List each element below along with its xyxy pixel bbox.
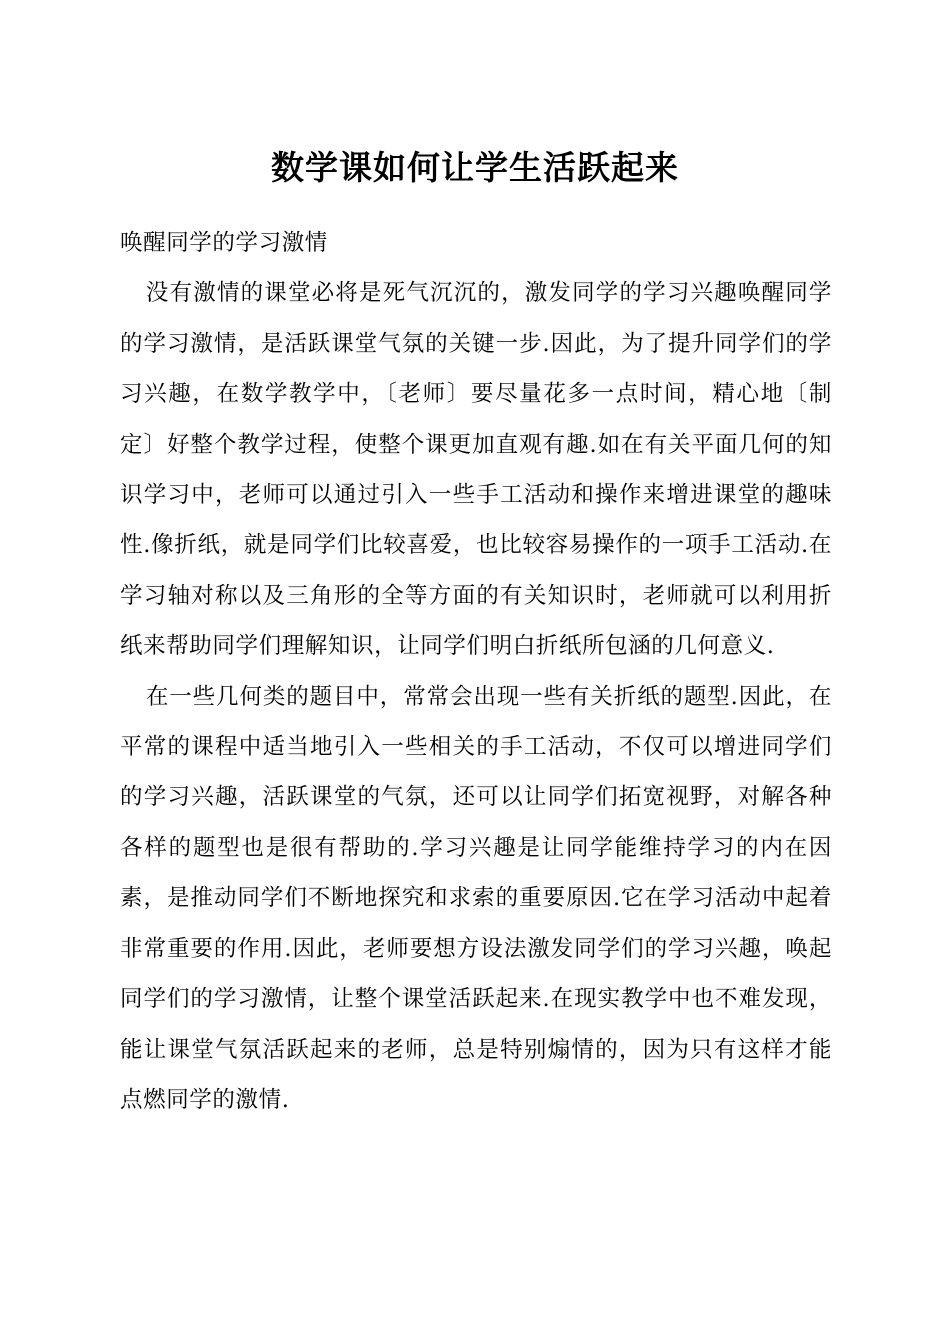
paragraph-2: 在一些几何类的题目中，常常会出现一些有关折纸的题型.因此，在平常的课程中适当地引入一些相关的手工活动，不仅可以增进同学们的学习兴趣，活跃课堂的气氛，还可以让同学们拓宽视野，对解各种各样的题型也是很有帮助的.学习兴趣是让同学能维持学习的内在因素，是推动同学们不断地探究和求索的重要原因.它在学习活动中起着非常重要的作用.因此，老师要想方设法激发同学们的学习兴趣，唤起同学们的学习激情，让整个课堂活跃起来.在现实教学中也不难发现，能让课堂气氛活跃起来的老师，总是特别煽情的，因为只有这样才能点燃同学的激情.	[120, 683, 832, 1113]
section-heading: 唤醒同学的学习激情	[120, 230, 328, 256]
page-title: 数学课如何让学生活跃起来	[271, 148, 679, 187]
paragraph-1: 没有激情的课堂必将是死气沉沉的，激发同学的学习兴趣唤醒同学的学习激情，是活跃课堂气氛的关键一步.因此，为了提升同学们的学习兴趣，在数学教学中，〔老师〕要尽量花多一点时间，精心地〔制定〕好整个教学过程，使整个课更加直观有趣.如在有关平面几何的知识学习中，老师可以通过引入一些手工活动和操作来增进课堂的趣味性.像折纸，就是同学们比较喜爱，也比较容易操作的一项手工活动.在学习轴对称以及三角形的全等方面的有关知识时，老师就可以利用折纸来帮助同学们理解知识，让同学们明白折纸所包涵的几何意义.	[120, 280, 832, 660]
document-body	[120, 218, 832, 1125]
